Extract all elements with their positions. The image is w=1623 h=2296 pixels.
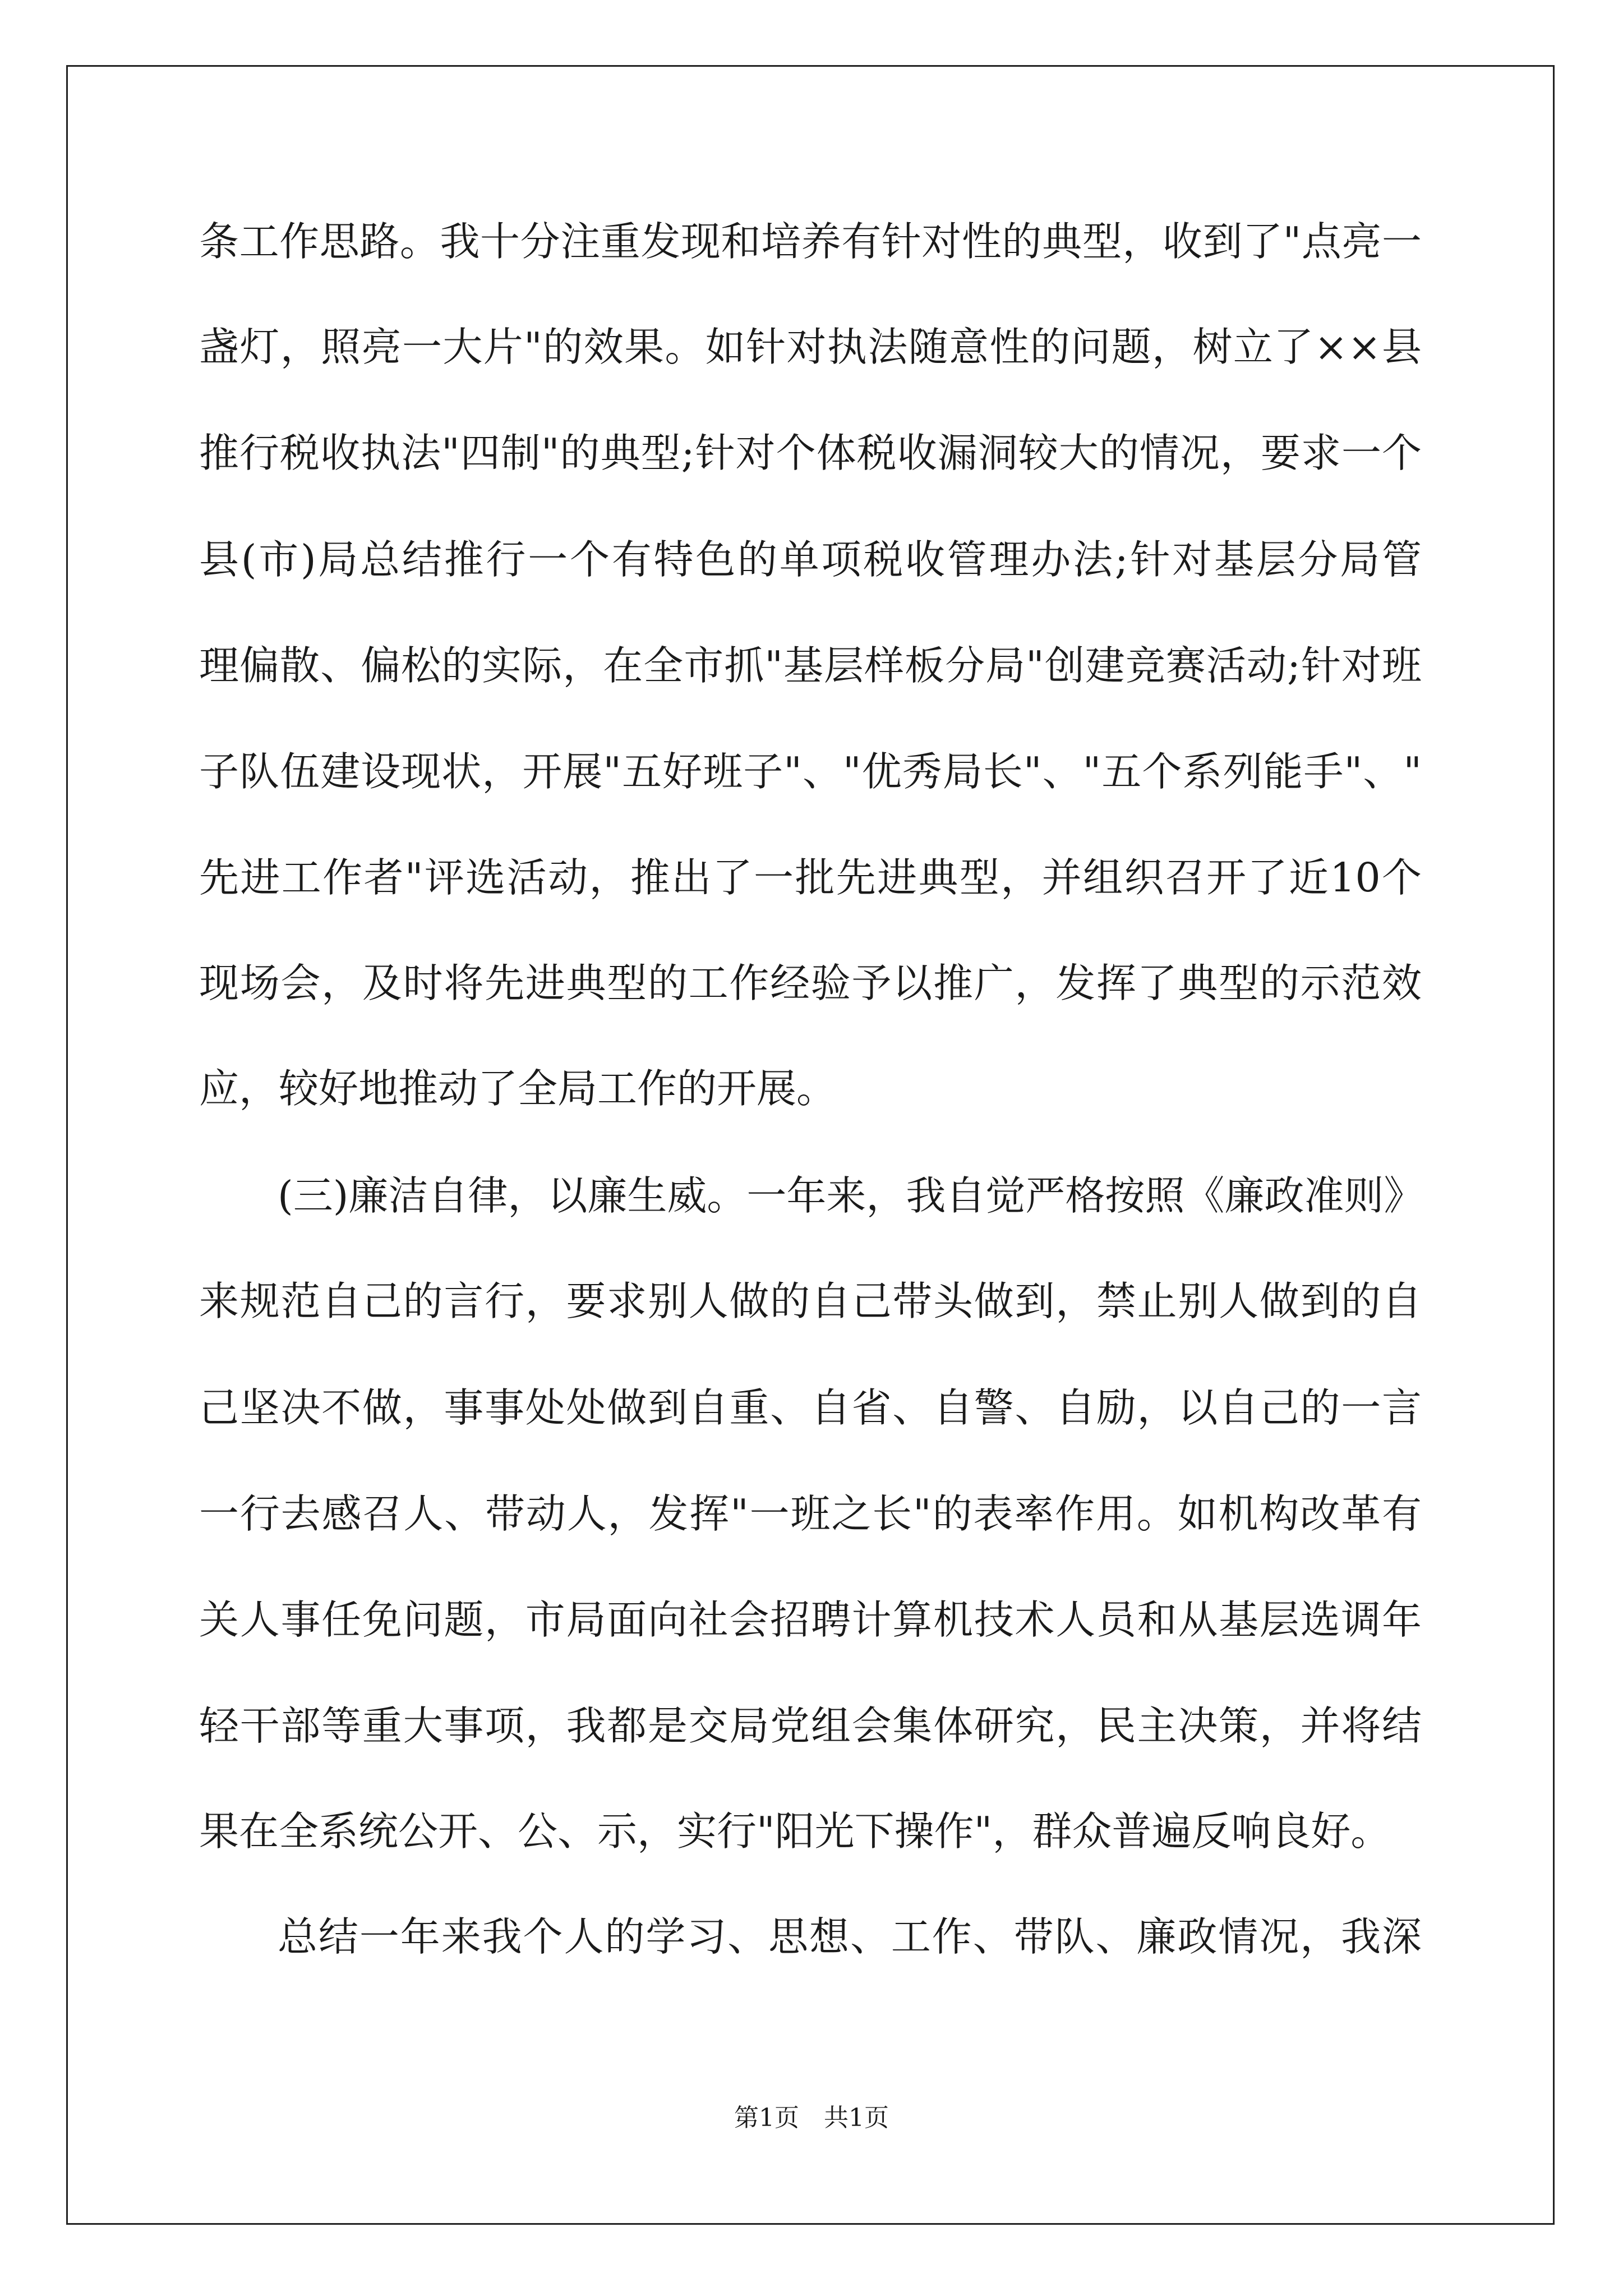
page-border [66,65,1555,2225]
page-number-footer: 第1页 共1页 [734,2104,889,2132]
body-line: 己坚决不做，事事处处做到自重、自省、自警、自励，以自己的一言 [199,1384,1422,1431]
body-line: 关人事任免问题，市局面向社会招聘计算机技术人员和从基层选调年 [199,1596,1422,1643]
body-line: 县(市)局总结推行一个有特色的单项税收管理办法;针对基层分局管 [199,536,1422,583]
body-line: 来规范自己的言行，要求别人做的自己带头做到，禁止别人做到的自 [199,1278,1422,1324]
body-line: 现场会，及时将先进典型的工作经验予以推广，发挥了典型的示范效 [199,960,1422,1006]
body-line: 盏灯，照亮一大片"的效果。如针对执法随意性的问题，树立了××县 [199,324,1422,370]
body-line: 果在全系统公开、公、示，实行"阳光下操作"，群众普遍反响良好。 [199,1808,1391,1855]
body-line: 推行税收执法"四制"的典型;针对个体税收漏洞较大的情况，要求一个 [199,430,1422,476]
body-line: 一行去感召人、带动人，发挥"一班之长"的表率作用。如机构改革有 [199,1490,1422,1537]
body-line: 先进工作者"评选活动，推出了一批先进典型，并组织召开了近10个 [199,854,1422,901]
body-line: 子队伍建设现状，开展"五好班子"、"优秀局长"、"五个系列能手"、" [199,748,1422,795]
paragraph-heading-line: (三)廉洁自律，以廉生威。一年来，我自觉严格按照《廉政准则》 [278,1172,1424,1219]
body-line: 应，较好地推动了全局工作的开展。 [199,1065,837,1112]
summary-line: 总结一年来我个人的学习、思想、工作、带队、廉政情况，我深 [278,1913,1422,1960]
body-line: 轻干部等重大事项，我都是交局党组会集体研究，民主决策，并将结 [199,1703,1422,1749]
body-line: 理偏散、偏松的实际，在全市抓"基层样板分局"创建竞赛活动;针对班 [199,642,1422,689]
body-line: 条工作思路。我十分注重发现和培养有针对性的典型，收到了"点亮一 [199,218,1422,265]
